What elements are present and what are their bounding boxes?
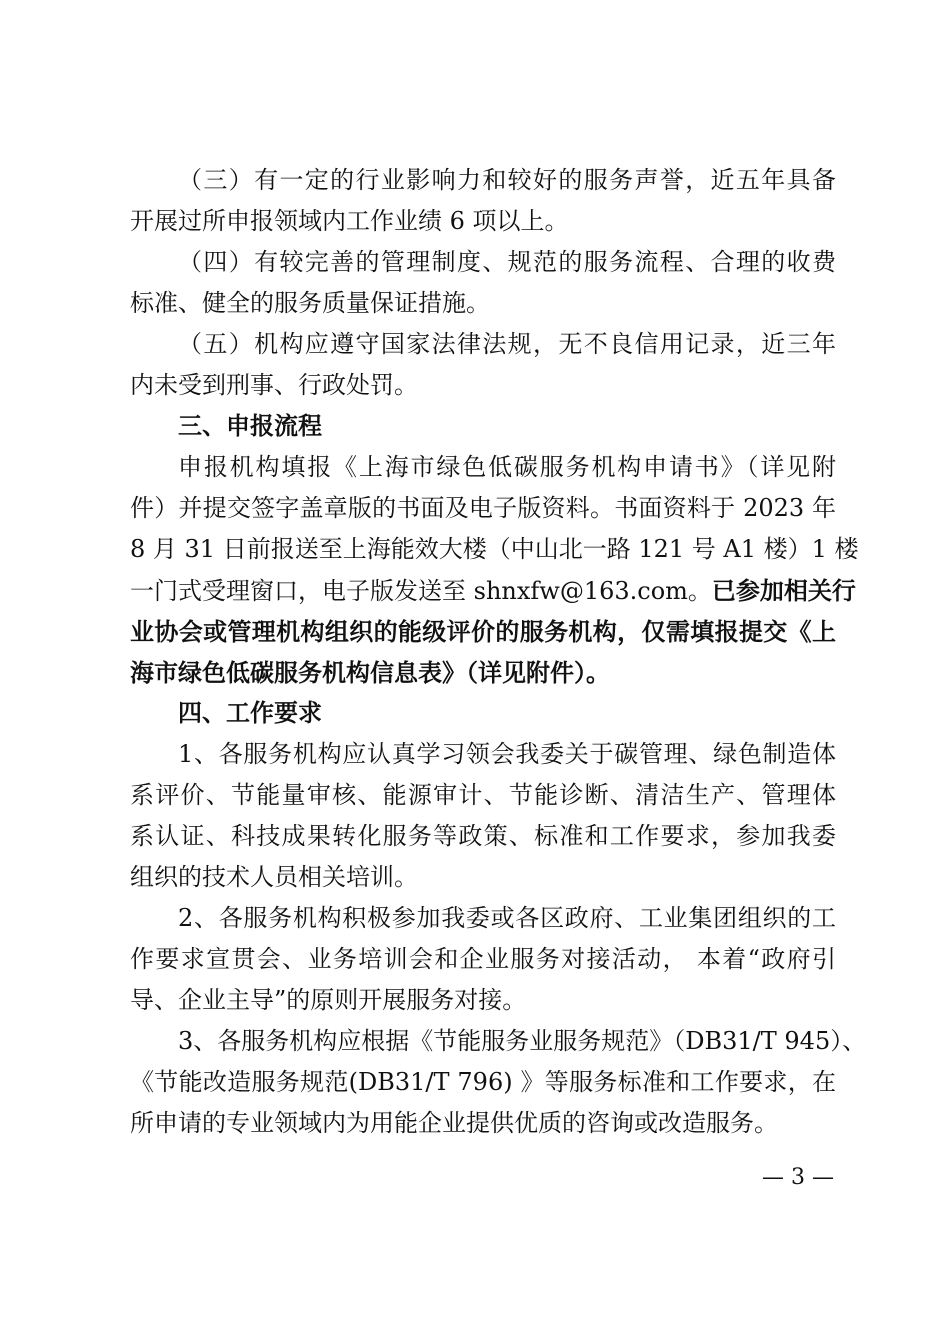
paragraph-line: 作要求宣贯会、业务培训会和企业服务对接活动， 本着“政府引 bbox=[130, 945, 836, 973]
paragraph-line: （三）有一定的行业影响力和较好的服务声誉，近五年具备 bbox=[178, 166, 836, 194]
paragraph-line: 系评价、节能量审核、能源审计、节能诊断、清洁生产、管理体 bbox=[130, 781, 836, 809]
paragraph-line: （四）有较完善的管理制度、规范的服务流程、合理的收费 bbox=[178, 248, 836, 276]
paragraph-line: 件）并提交签字盖章版的书面及电子版资料。书面资料于 2023 年 bbox=[130, 494, 836, 522]
paragraph-line: 8 月 31 日前报送至上海能效大楼（中山北一路 121 号 A1 楼）1 楼 bbox=[130, 535, 859, 563]
paragraph-line: 内未受到刑事、行政处罚。 bbox=[130, 371, 418, 399]
paragraph-line-bold: 业协会或管理机构组织的能级评价的服务机构，仅需填报提交《上 bbox=[130, 617, 836, 646]
paragraph-text: 一门式受理窗口，电子版发送至 shnxfw@163.com。 bbox=[130, 577, 712, 605]
paragraph-line: 组织的技术人员相关培训。 bbox=[130, 863, 418, 891]
paragraph-line-bold: 海市绿色低碳服务机构信息表》（详见附件）。 bbox=[130, 658, 610, 687]
section-heading: 三、申报流程 bbox=[178, 412, 322, 440]
paragraph-line: 所申请的专业领域内为用能企业提供优质的咨询或改造服务。 bbox=[130, 1109, 778, 1137]
paragraph-line: 1、各服务机构应认真学习领会我委关于碳管理、绿色制造体 bbox=[178, 740, 836, 768]
paragraph-line bbox=[130, 570, 856, 611]
paragraph-line: 3、各服务机构应根据《节能服务业服务规范》（DB31/T 945）、 bbox=[178, 1027, 867, 1055]
paragraph-line: 标准、健全的服务质量保证措施。 bbox=[130, 289, 490, 317]
paragraph-line: （五）机构应遵守国家法律法规，无不良信用记录，近三年 bbox=[178, 330, 836, 358]
paragraph-line: 申报机构填报《上海市绿色低碳服务机构申请书》（详见附 bbox=[178, 453, 836, 481]
paragraph-line: 导、企业主导”的原则开展服务对接。 bbox=[130, 986, 527, 1014]
paragraph-line: 系认证、科技成果转化服务等政策、标准和工作要求，参加我委 bbox=[130, 822, 836, 850]
section-heading: 四、工作要求 bbox=[178, 699, 322, 727]
paragraph-line: 2、各服务机构积极参加我委或各区政府、工业集团组织的工 bbox=[178, 904, 836, 932]
paragraph-line: 开展过所申报领域内工作业绩 6 项以上。 bbox=[130, 207, 569, 235]
paragraph-line: 《节能改造服务规范(DB31/T 796) 》等服务标准和工作要求，在 bbox=[130, 1068, 836, 1096]
page-number: — 3 — bbox=[762, 1165, 834, 1190]
document-body bbox=[130, 160, 867, 1144]
bold-text: 已参加相关行 bbox=[711, 576, 856, 605]
